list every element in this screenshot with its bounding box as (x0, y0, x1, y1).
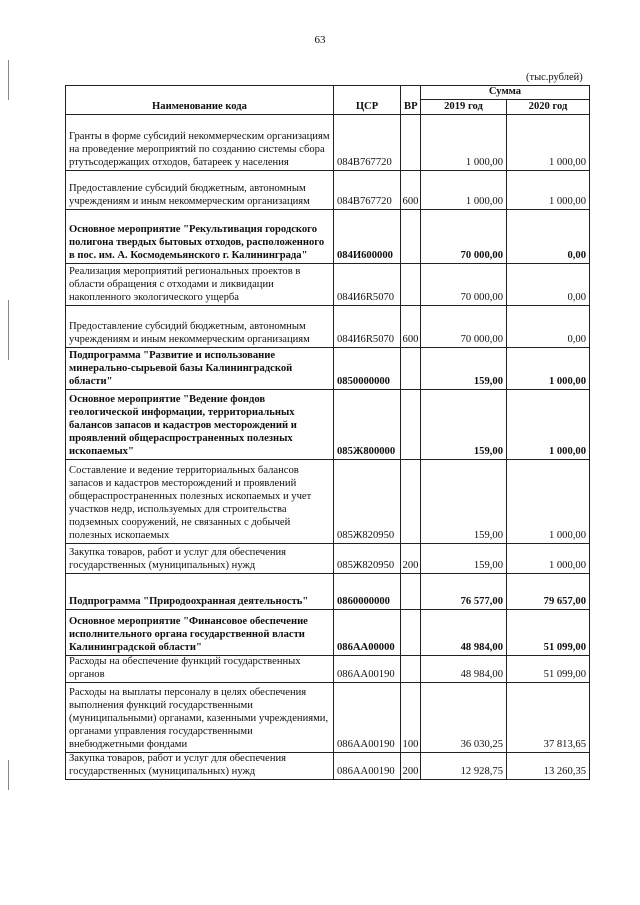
table-row (66, 171, 590, 210)
row-vr: 100 (401, 682, 421, 752)
row-vr (401, 460, 421, 544)
row-name: Закупка товаров, работ и услуг для обеспечения государственных (муниципальных) нужд (66, 752, 334, 779)
row-csr: 0860000000 (334, 574, 401, 610)
row-vr (401, 264, 421, 306)
table-row (66, 574, 590, 610)
row-csr: 085Ж800000 (334, 390, 401, 460)
row-name: Подпрограмма "Природоохранная деятельность" (66, 574, 334, 610)
header-vr: ВР (401, 86, 421, 115)
header-2019: 2019 год (421, 100, 507, 115)
table-row (66, 210, 590, 264)
budget-table (65, 85, 590, 780)
row-amount-2019: 1 000,00 (421, 115, 507, 171)
row-amount-2020: 1 000,00 (507, 390, 590, 460)
row-amount-2020: 51 099,00 (507, 610, 590, 656)
table-row (66, 306, 590, 348)
row-csr: 086АА00000 (334, 610, 401, 656)
row-amount-2019: 159,00 (421, 460, 507, 544)
row-name: Закупка товаров, работ и услуг для обеспечения государственных (муниципальных) нужд (66, 544, 334, 574)
row-amount-2019: 159,00 (421, 544, 507, 574)
row-amount-2020: 1 000,00 (507, 544, 590, 574)
row-csr: 084И6R5070 (334, 264, 401, 306)
row-name: Основное мероприятие "Финансовое обеспечение исполнительного органа государственной власти Калининградской области" (66, 610, 334, 656)
row-csr: 084В767720 (334, 171, 401, 210)
row-name: Основное мероприятие "Ведение фондов геологической информации, территориальных балансов запасов и кадастров месторождений и проявлений общераспространенных полезных ископаемых" (66, 390, 334, 460)
row-name: Подпрограмма "Развитие и использование минерально-сырьевой базы Калининградской области" (66, 348, 334, 390)
row-vr: 200 (401, 544, 421, 574)
table-row (66, 656, 590, 683)
row-amount-2019: 1 000,00 (421, 171, 507, 210)
scan-mark (8, 300, 9, 360)
row-amount-2019: 76 577,00 (421, 574, 507, 610)
row-amount-2019: 12 928,75 (421, 752, 507, 779)
row-name: Расходы на обеспечение функций государственных органов (66, 656, 334, 683)
row-csr: 086АА00190 (334, 752, 401, 779)
table-row (66, 544, 590, 574)
row-amount-2020: 0,00 (507, 264, 590, 306)
row-csr: 086АА00190 (334, 656, 401, 683)
scan-mark (8, 760, 9, 790)
row-csr: 084В767720 (334, 115, 401, 171)
row-amount-2020: 0,00 (507, 210, 590, 264)
row-amount-2020: 79 657,00 (507, 574, 590, 610)
row-vr (401, 574, 421, 610)
row-amount-2019: 159,00 (421, 390, 507, 460)
row-csr: 0850000000 (334, 348, 401, 390)
row-name: Предоставление субсидий бюджетным, автономным учреждениям и иным некоммерческим организациям (66, 171, 334, 210)
row-amount-2019: 70 000,00 (421, 210, 507, 264)
header-2020: 2020 год (507, 100, 590, 115)
table-row (66, 115, 590, 171)
row-amount-2020: 0,00 (507, 306, 590, 348)
row-name: Расходы на выплаты персоналу в целях обеспечения выполнения функций государственными (муниципальными) органами, казенными учреждениями, органами управления государственными внебюджетными фондами (66, 682, 334, 752)
scan-mark (8, 60, 9, 100)
row-name: Предоставление субсидий бюджетным, автономным учреждениям и иным некоммерческим организациям (66, 306, 334, 348)
header-name: Наименование кода (66, 86, 334, 115)
row-amount-2019: 70 000,00 (421, 264, 507, 306)
table-row (66, 390, 590, 460)
row-amount-2019: 36 030,25 (421, 682, 507, 752)
row-amount-2020: 13 260,35 (507, 752, 590, 779)
row-amount-2020: 1 000,00 (507, 460, 590, 544)
row-amount-2019: 70 000,00 (421, 306, 507, 348)
table-row (66, 682, 590, 752)
row-vr (401, 656, 421, 683)
table-row (66, 752, 590, 779)
row-vr: 600 (401, 171, 421, 210)
row-vr (401, 115, 421, 171)
row-vr (401, 210, 421, 264)
row-csr: 085Ж820950 (334, 544, 401, 574)
row-vr: 600 (401, 306, 421, 348)
units-label: (тыс.рублей) (526, 72, 583, 83)
table-row (66, 348, 590, 390)
row-csr: 086АА00190 (334, 682, 401, 752)
row-name: Реализация мероприятий региональных проектов в области обращения с отходами и ликвидации накопленного экологического ущерба (66, 264, 334, 306)
table-row (66, 264, 590, 306)
row-vr (401, 390, 421, 460)
row-vr (401, 348, 421, 390)
row-csr: 084И600000 (334, 210, 401, 264)
row-csr: 085Ж820950 (334, 460, 401, 544)
row-amount-2020: 1 000,00 (507, 171, 590, 210)
row-amount-2019: 48 984,00 (421, 610, 507, 656)
header-sum: Сумма (421, 86, 590, 100)
row-amount-2020: 37 813,65 (507, 682, 590, 752)
header-csr: ЦСР (334, 86, 401, 115)
page-number: 63 (314, 34, 326, 46)
row-vr (401, 610, 421, 656)
row-name: Основное мероприятие "Рекультивация городского полигона твердых бытовых отходов, расположенного в пос. им. А. Космодемьянского г. Калининграда" (66, 210, 334, 264)
row-amount-2019: 48 984,00 (421, 656, 507, 683)
row-amount-2020: 51 099,00 (507, 656, 590, 683)
row-name: Гранты в форме субсидий некоммерческим организациям на проведение мероприятий по созданию системы сбора ртутьсодержащих отходов, батареек у населения (66, 115, 334, 171)
table-row (66, 460, 590, 544)
row-vr: 200 (401, 752, 421, 779)
row-amount-2019: 159,00 (421, 348, 507, 390)
row-amount-2020: 1 000,00 (507, 115, 590, 171)
row-csr: 084И6R5070 (334, 306, 401, 348)
table-row (66, 610, 590, 656)
row-name: Составление и ведение территориальных балансов запасов и кадастров месторождений и проявлений общераспространенных полезных ископаемых и учет участков недр, используемых для строительства подземных сооружений, не связанных с добычей полезных ископаемых (66, 460, 334, 544)
row-amount-2020: 1 000,00 (507, 348, 590, 390)
